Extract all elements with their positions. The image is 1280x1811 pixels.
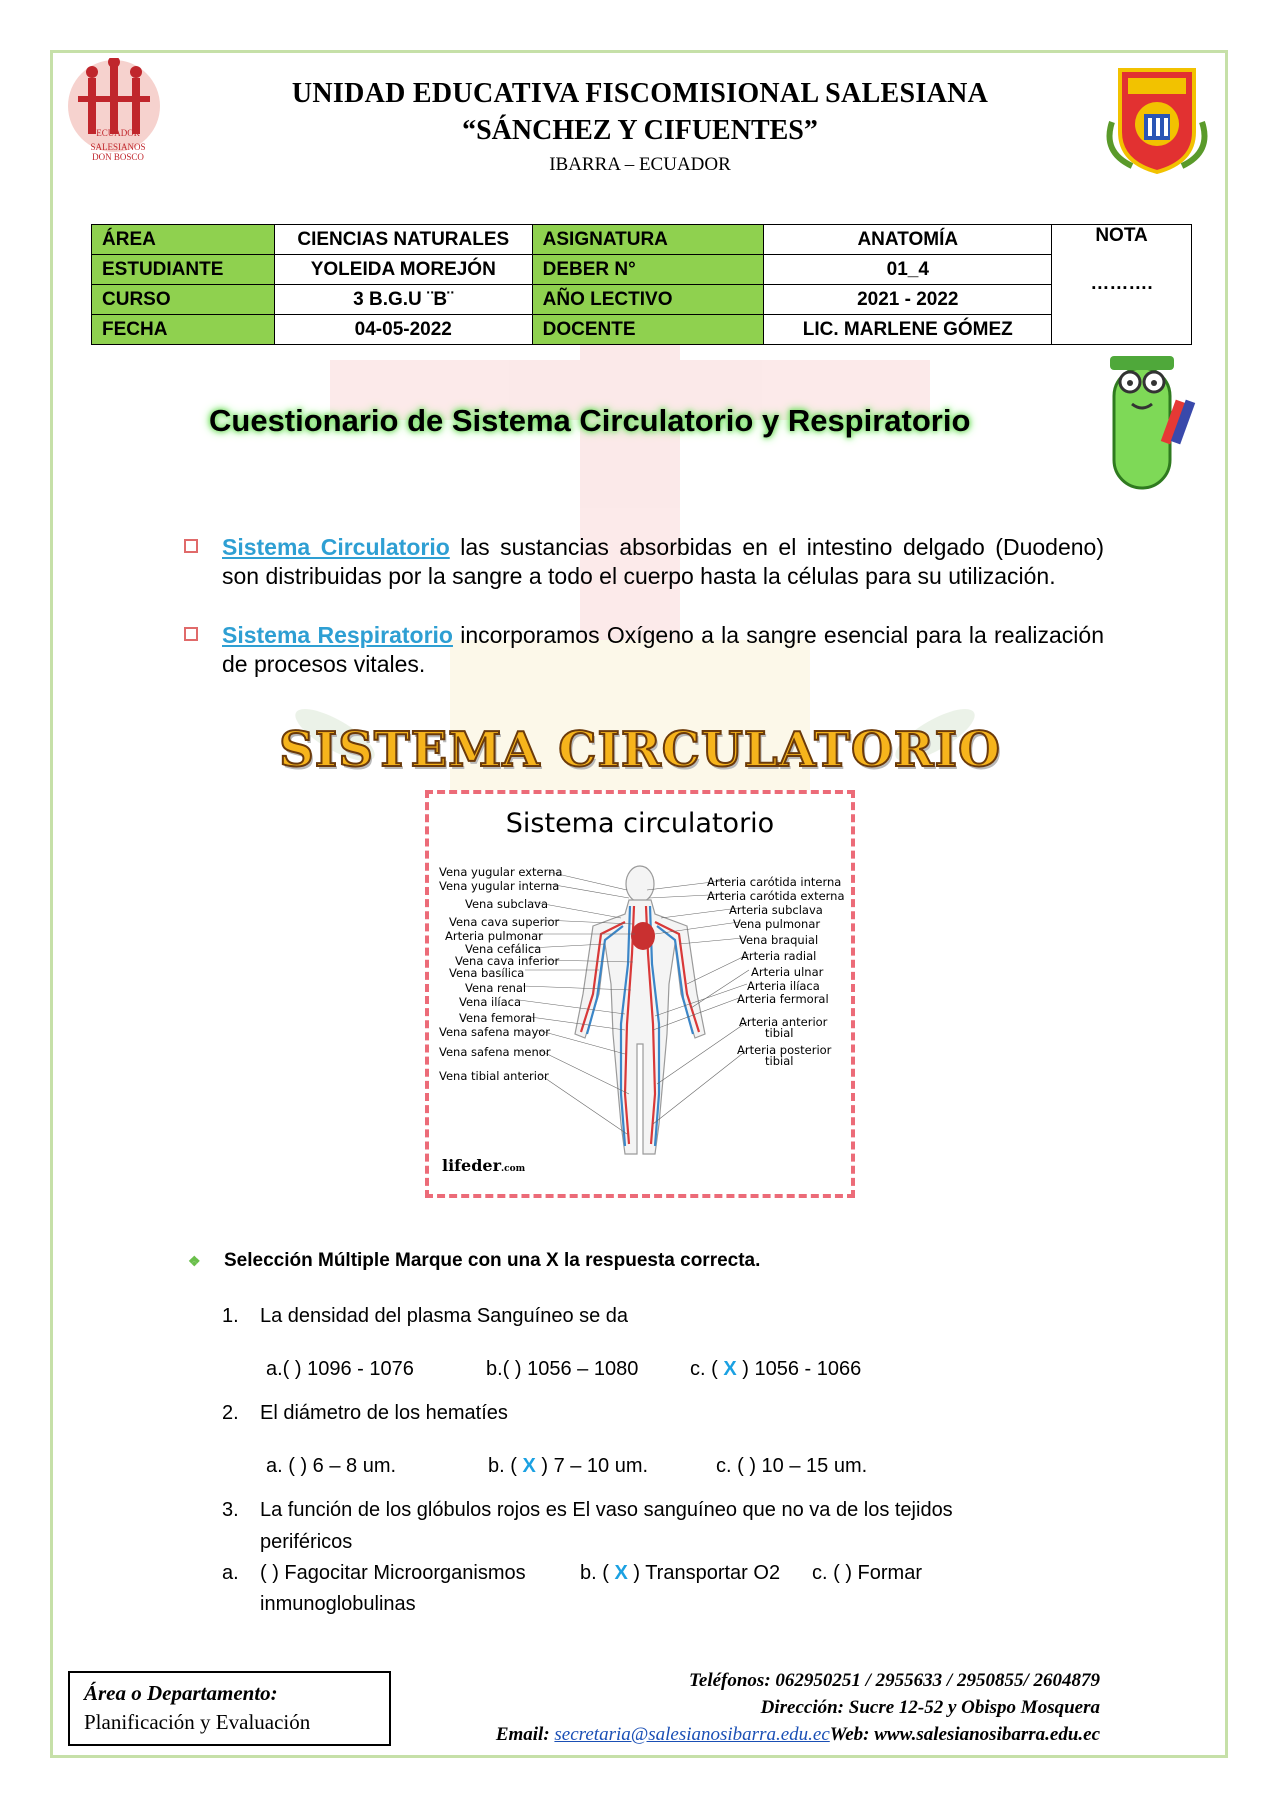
label-arteria-anterior: Arteria anterior [739,1015,828,1029]
q3-b-post: ) Transportar O2 [627,1562,781,1584]
deber-label: DEBER N° [532,255,764,285]
footer-address: Dirección: Sucre 12-52 y Obispo Mosquera [760,1697,1100,1718]
q3-mark: X [614,1562,628,1584]
question-2-number: 2. [222,1402,239,1424]
label-vena-yugular-interna: Vena yugular interna [439,879,560,893]
q3-option-c-cont: inmunoglobulinas [260,1593,416,1615]
label-vena-cefalica: Vena cefálica [465,942,542,956]
label-arteria-carotida-interna: Arteria carótida interna [707,875,842,889]
q3-option-c: c. ( ) Formar [812,1562,922,1584]
q2-option-a: a. ( ) 6 – 8 um. [266,1455,397,1477]
estudiante-value: YOLEIDA MOREJÓN [274,255,532,285]
label-vena-subclava: Vena subclava [465,897,549,911]
footer-phones: Teléfonos: 062950251 / 2955633 / 2950855/ 2604879 [689,1670,1100,1691]
q3-b-pre: b. ( [580,1562,615,1584]
term-circulatorio: Sistema Circulatorio [222,534,450,560]
footer-web: Web: www.salesianosibarra.edu.ec [829,1724,1100,1745]
department-box [68,1671,391,1746]
question-1-text: La densidad del plasma Sanguíneo se da [260,1305,629,1327]
fecha-label: FECHA [92,315,275,345]
label-arteria-subclava: Arteria subclava [729,903,823,917]
area-value: CIENCIAS NATURALES [274,225,532,255]
label-vena-cava-inferior: Vena cava inferior [455,954,560,968]
q1-option-b: b.( ) 1056 – 1080 [486,1358,639,1380]
checkbox-bullet-icon [184,627,198,641]
big-heading: SISTEMA CIRCULATORIO [279,722,1001,778]
label-vena-cava-superior: Vena cava superior [449,915,560,929]
label-arteria-posterior-tibial: tibial [765,1054,794,1068]
anio-label: AÑO LECTIVO [532,285,764,315]
estudiante-label: ESTUDIANTE [92,255,275,285]
footer-email-link[interactable]: secretaria@salesianosibarra.edu.ec [554,1724,830,1745]
label-vena-yugular-externa: Vena yugular externa [439,865,563,879]
area-label: ÁREA [92,225,275,255]
school-subname: “SÁNCHEZ Y CIFUENTES” [462,115,818,146]
nota-cell [1052,225,1192,345]
lifeder-logo [442,1156,525,1175]
circulatory-diagram-card [425,790,855,1198]
question-3-number: 3. [222,1499,239,1521]
label-vena-pulmonar: Vena pulmonar [733,917,821,931]
curso-label: CURSO [92,285,275,315]
label-arteria-radial: Arteria radial [741,949,817,963]
intro-item-respiratorio [184,621,1104,679]
selection-heading-text: Selección Múltiple Marque con una X la respuesta correcta. [224,1250,761,1271]
q1-mark: X [723,1358,737,1380]
diamond-bullet-icon: ❖ [188,1253,201,1269]
intro-text-1: las sustancias absorbidas en el intestino delgado (Duodeno) son distribuidas por la sangre a todo el cuerpo hasta la células para su utilización. [222,534,1104,589]
q2-b-pre: b. ( [488,1455,523,1477]
asignatura-value: ANATOMÍA [764,225,1052,255]
test-tube-mascot-icon [1088,348,1198,498]
question-3-text: La función de los glóbulos rojos es El vaso sanguíneo que no va de los tejidos periféricos [260,1499,953,1553]
nota-value: ………. [1090,273,1153,294]
q1-c-pre: c. ( [690,1358,724,1380]
label-arteria-fermoral: Arteria fermoral [737,992,829,1006]
label-vena-renal: Vena renal [465,981,527,995]
nota-label: NOTA [1095,225,1148,246]
fecha-value: 04-05-2022 [274,315,532,345]
label-vena-basilica: Vena basílica [449,966,525,980]
q2-option-c: c. ( ) 10 – 15 um. [716,1455,868,1477]
checkbox-bullet-icon [184,539,198,553]
q3-option-a-letter: a. [222,1562,239,1584]
intro-text-2: incorporamos Oxígeno a la sangre esencial para la realización de procesos vitales. [222,622,1104,677]
footer-contact [496,1724,1100,1746]
q1-option-a: a.( ) 1096 - 1076 [266,1358,414,1380]
logo-caption-2: SALESIANOS [90,142,146,152]
label-arteria-iliaca: Arteria ilíaca [747,979,820,993]
q2-b-post: ) 7 – 10 um. [535,1455,649,1477]
label-vena-iliaca: Vena ilíaca [459,995,522,1009]
q2-mark: X [522,1455,536,1477]
intro-item-circulatorio [184,533,1104,591]
q1-option-c [690,1358,861,1381]
label-arteria-posterior: Arteria posterior [737,1043,832,1057]
selection-heading [188,1250,760,1272]
docente-value: LIC. MARLENE GÓMEZ [764,315,1052,345]
term-respiratorio: Sistema Respiratorio [222,622,453,648]
label-arteria-pulmonar: Arteria pulmonar [445,929,543,943]
label-arteria-carotida-externa: Arteria carótida externa [707,889,845,903]
diagram-title: Sistema circulatorio [505,808,775,839]
school-name: UNIDAD EDUCATIVA FISCOMISIONAL SALESIANA [291,78,989,109]
label-vena-tibial-anterior: Vena tibial anterior [439,1069,549,1083]
label-vena-femoral: Vena femoral [459,1011,536,1025]
lifeder-suffix: .com [501,1164,526,1174]
logo-caption-1: ECUADOR [96,128,140,138]
school-location: IBARRA – ECUADOR [549,154,731,175]
footer-email-label: Email: [495,1724,555,1745]
info-table [91,224,1192,345]
label-arteria-ulnar: Arteria ulnar [751,965,824,979]
q2-option-b [488,1455,648,1478]
department-label: Área o Departamento: [84,1681,278,1705]
logo-caption-3: DON BOSCO [92,152,144,162]
docente-label: DOCENTE [532,315,764,345]
lifeder-brand: lifeder [442,1156,502,1175]
q3-option-a: ( ) Fagocitar Microorganismos [260,1562,526,1584]
deber-value: 01_4 [764,255,1052,285]
label-vena-braquial: Vena braquial [739,933,819,947]
anio-value: 2021 - 2022 [764,285,1052,315]
asignatura-label: ASIGNATURA [532,225,764,255]
q1-c-post: ) 1056 - 1066 [736,1358,862,1380]
question-1-number: 1. [222,1305,239,1327]
department-value: Planificación y Evaluación [84,1710,311,1734]
label-vena-safena-mayor: Vena safena mayor [439,1025,551,1039]
q3-option-b [580,1562,780,1585]
curso-value: 3 B.G.U ¨B¨ [274,285,532,315]
question-2-text: El diámetro de los hematíes [260,1402,508,1424]
label-arteria-anterior-tibial: tibial [765,1026,794,1040]
page-title: Cuestionario de Sistema Circulatorio y Respiratorio [209,403,971,438]
label-vena-safena-menor: Vena safena menor [439,1045,551,1059]
